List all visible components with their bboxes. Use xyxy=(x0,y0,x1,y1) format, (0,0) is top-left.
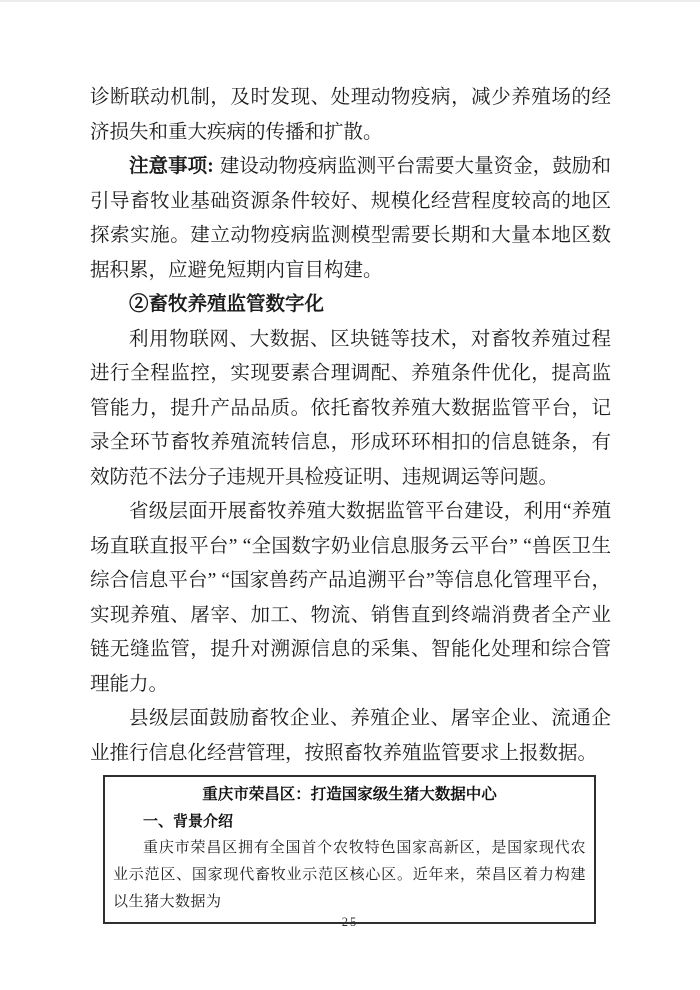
page-body xyxy=(90,81,611,924)
page-number: 25 xyxy=(341,915,359,929)
paragraph-province-level: 省级层面开展畜牧养殖大数据监管平台建设，利用“养殖场直联直报平台” “全国数字奶业信息服务云平台” “兽医卫生综合信息平台” “国家兽药产品追溯平台”等信息化管理平台，实现养殖、屠宰、加工、物流、销售直到终端消费者全产业链无缝监管，提升对溯源信息的采集、智能化处理和综合管理能力。 xyxy=(90,501,611,695)
notes-text: 建设动物疫病监测平台需要大量资金，鼓励和引导畜牧业基础资源条件较好、规模化经营程度较高的地区探索实施。建立动物疫病监测模型需要长期和大量本地区数据积累，应避免短期内盲目构建。 xyxy=(90,156,611,281)
paragraph-technology: 利用物联网、大数据、区块链等技术，对畜牧养殖过程进行全程监控，实现要素合理调配、养殖条件优化，提高监管能力，提升产品品质。依托畜牧养殖大数据监管平台，记录全环节畜牧养殖流转信息，形成环环相扣的信息链条，有效防范不法分子违规开具检疫证明、违规调运等问题。 xyxy=(90,328,611,488)
section-heading-livestock-digitalization: ②畜牧养殖监管数字化 xyxy=(129,294,325,315)
paragraph-continuation: 诊断联动机制，及时发现、处理动物疫病，减少养殖场的经济损失和重大疾病的传播和扩散。 xyxy=(90,87,611,143)
notes-label: 注意事项: xyxy=(129,156,214,177)
page-footer xyxy=(0,913,700,931)
paragraph-county-level: 县级层面鼓励畜牧企业、养殖企业、屠宰企业、流通企业推行信息化经营管理，按照畜牧养殖监管要求上报数据。 xyxy=(90,708,611,764)
case-study-title: 重庆市荣昌区：打造国家级生猪大数据中心 xyxy=(202,786,497,803)
case-study-subheading: 一、背景介绍 xyxy=(143,813,234,830)
case-study-body: 重庆市荣昌区拥有全国首个农牧特色国家高新区，是国家现代农业示范区、国家现代畜牧业示范区核心区。近年来，荣昌区着力构建以生猪大数据为 xyxy=(113,840,586,910)
paragraph-notes xyxy=(90,150,611,288)
case-study-box xyxy=(103,775,596,924)
